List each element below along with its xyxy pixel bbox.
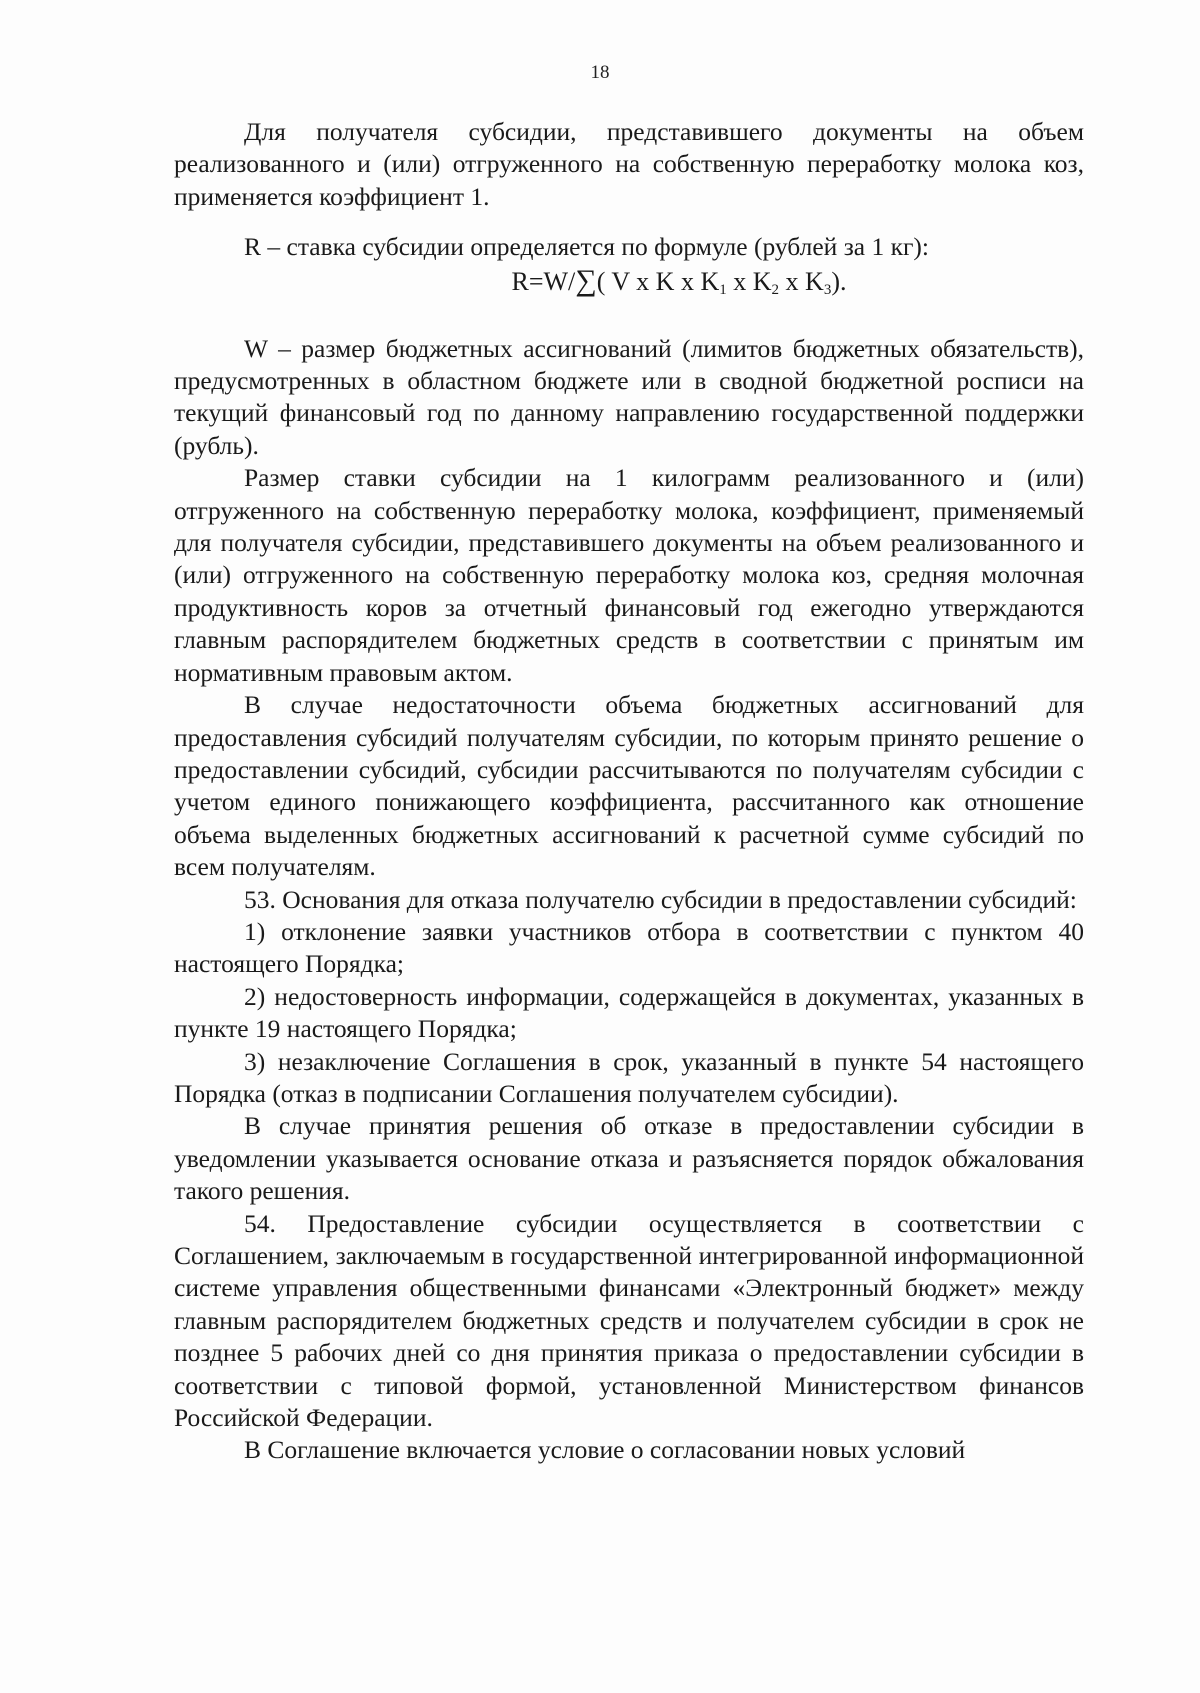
formula-open: ( V x K x K <box>596 266 720 296</box>
paragraph-53-item-3: 3) незаключение Соглашения в срок, указанный в пункте 54 настоящего Порядка (отказ в подписании Соглашения получателем субсидии). <box>174 1046 1084 1108</box>
paragraph-rate-definition: R – ставка субсидии определяется по формуле (рублей за 1 кг): <box>244 232 930 262</box>
paragraph-agreement-conditions: В Соглашение включается условие о согласовании новых условий <box>244 1435 966 1465</box>
formula-mid-1: x K <box>726 266 772 296</box>
formula-lhs: R=W/ <box>511 266 576 296</box>
paragraph-54-agreement: 54. Предоставление субсидии осуществляется в соответствии с Соглашением, заключаемым в государственной интегрированной информационной системе управления общественными финансами «Электронный бюджет» между главным распорядителем бюджетных средств и получателем субсидии в срок не позднее 5 рабочих дней со дня принятия приказа о предоставлении субсидии в соответствии с типовой формой, установленной Министерством финансов Российской Федерации. <box>174 1208 1084 1433</box>
formula-close: ). <box>831 266 847 296</box>
formula-sub-3: 3 <box>823 281 832 298</box>
formula-sub-2: 2 <box>771 281 780 298</box>
paragraph-53-item-2: 2) недостоверность информации, содержащейся в документах, указанных в пункте 19 настоящего Порядка; <box>174 981 1084 1044</box>
paragraph-53-grounds: 53. Основания для отказа получателю субсидии в предоставлении субсидий: <box>244 884 1077 914</box>
paragraph-53-item-1: 1) отклонение заявки участников отбора в соответствии с пунктом 40 настоящего Порядка; <box>174 916 1084 979</box>
paragraph-insufficient-funds: В случае недостаточности объема бюджетных ассигнований для предоставления субсидий получателям субсидии, по которым принято решение о предоставлении субсидий, субсидии рассчитываются по получателям субсидии с учетом единого понижающего коэффициента, рассчитанного как отношение объема выделенных бюджетных ассигнований к расчетной сумме субсидий по всем получателям. <box>174 690 1084 882</box>
formula-mid-2: x K <box>779 266 824 296</box>
rate-formula <box>174 264 1084 299</box>
paragraph-refusal-notice: В случае принятия решения об отказе в предоставлении субсидии в уведомлении указывается основание отказа и разъясняется порядок обжалования такого решения. <box>174 1111 1084 1206</box>
paragraph-goat-milk-coefficient: Для получателя субсидии, представившего документы на объем реализованного и (или) отгруженного на собственную переработку молока коз, применяется коэффициент 1. <box>174 117 1084 211</box>
paragraph-rate-size: Размер ставки субсидии на 1 килограмм реализованного и (или) отгруженного на собственную переработку молока, коэффициент, применяемый для получателя субсидии, представившего документы на объем реализованного и (или) отгруженного на собственную переработку молока коз, средняя молочная продуктивность коров за отчетный финансовый год ежегодно утверждаются главным распорядителем бюджетных средств в соответствии с принятым им нормативным правовым актом. <box>174 463 1084 687</box>
paragraph-w-definition: W – размер бюджетных ассигнований (лимитов бюджетных обязательств), предусмотренных в областном бюджете или в сводной бюджетной росписи на текущий финансовый год по данному направлению государственной поддержки (рубль). <box>174 333 1084 460</box>
page-number: 18 <box>590 62 610 83</box>
formula-sub-1: 1 <box>719 281 727 298</box>
document-body <box>174 116 1084 1467</box>
sigma-symbol: ∑ <box>575 263 597 297</box>
